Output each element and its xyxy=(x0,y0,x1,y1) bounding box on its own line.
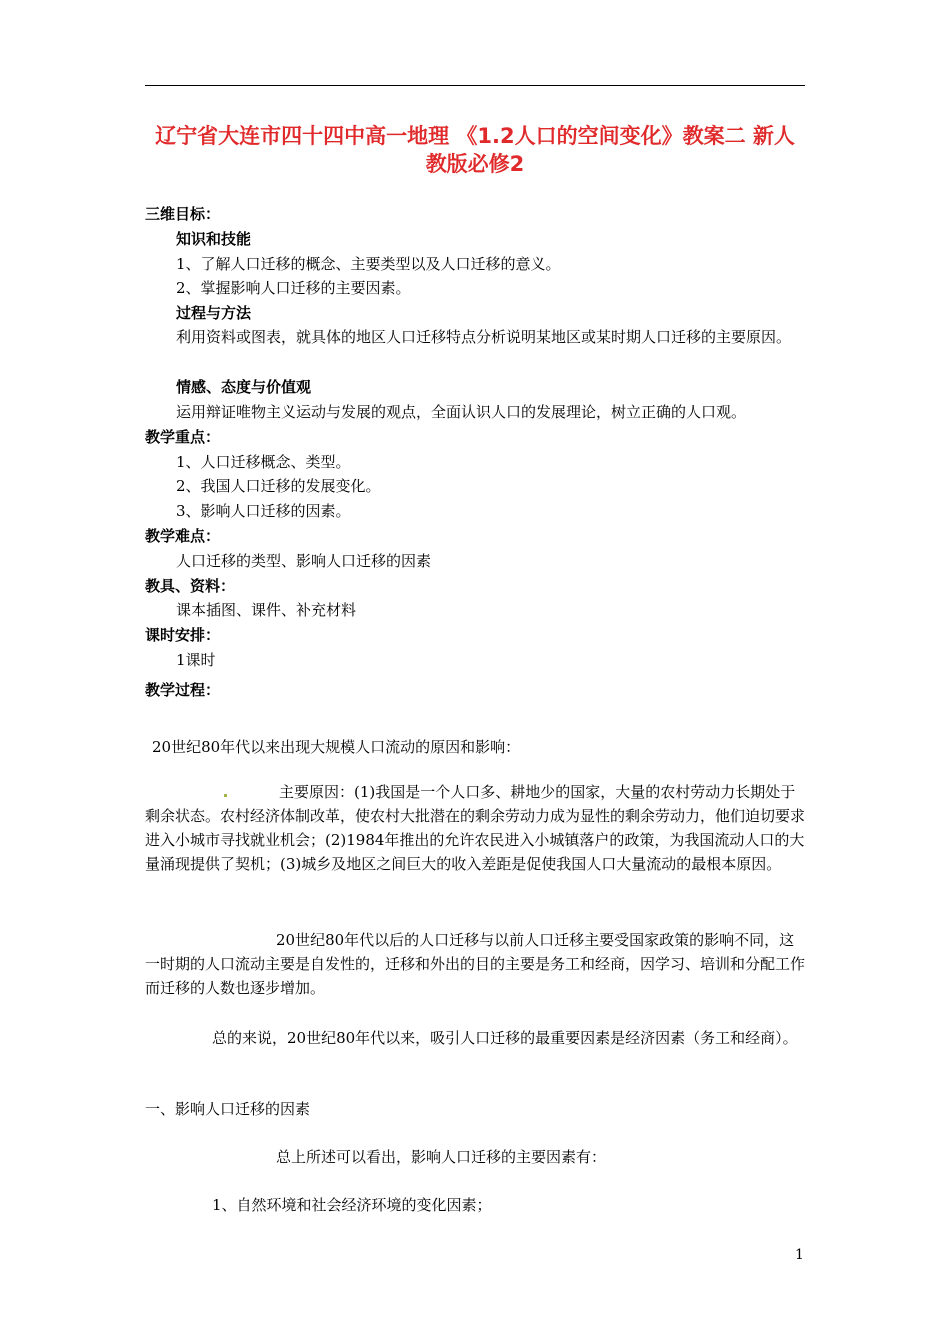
difficulties-text: 人口迁移的类型、影响人口迁移的因素 xyxy=(176,552,432,570)
knowledge-item-1: 1、了解人口迁移的概念、主要类型以及人口迁移的意义。 xyxy=(176,255,561,273)
section-1-heading: 一、影响人口迁移的因素 xyxy=(145,1100,311,1118)
reasons-paragraph: 主要原因：(1)我国是一个人口多、耕地少的国家，大量的农村劳动力长期处于剩余状态。农村经济体制改革，使农村大批潜在的剩余劳动力成为显性的剩余劳动力，他们迫切要求进入小城市寻找就业机会；(2)1984年推出的允许农民进入小城镇落户的政策，为我国流动人口的大量涌现提供了契机；(3)城乡及地区之间巨大的收入差距是促使我国人口大量流动的最根本原因。 xyxy=(145,783,806,873)
summary-paragraph: 总的来说，20世纪80年代以来，吸引人口迁移的最重要因素是经济因素（务工和经商）。 xyxy=(212,1029,798,1047)
process-section-heading: 教学过程： xyxy=(145,681,221,699)
attitude-heading: 情感、态度与价值观 xyxy=(176,378,312,396)
schedule-heading: 课时安排： xyxy=(145,626,221,644)
key-points-heading: 教学重点： xyxy=(145,428,221,446)
key-point-3: 3、影响人口迁移的因素。 xyxy=(176,502,351,520)
objectives-heading: 三维目标： xyxy=(145,205,221,223)
difficulties-heading: 教学难点： xyxy=(145,527,221,545)
process-heading: 过程与方法 xyxy=(176,304,252,322)
page-number: 1 xyxy=(795,1247,804,1263)
document-title: 辽宁省大连市四十四中高一地理 《1.2人口的空间变化》教案二 新人教版必修2 xyxy=(155,124,795,176)
knowledge-heading: 知识和技能 xyxy=(176,230,252,248)
knowledge-item-2: 2、掌握影响人口迁移的主要因素。 xyxy=(176,279,411,297)
materials-text: 课本插图、课件、补充材料 xyxy=(176,601,357,619)
factor-1: 1、自然环境和社会经济环境的变化因素； xyxy=(212,1196,492,1214)
header-rule xyxy=(145,85,805,86)
process-text: 利用资料或图表，就具体的地区人口迁移特点分析说明某地区或某时期人口迁移的主要原因。 xyxy=(176,328,792,346)
intro-text: 20世纪80年代以来出现大规模人口流动的原因和影响： xyxy=(152,738,521,756)
after-80s-paragraph: 20世纪80年代以后的人口迁移与以前人口迁移主要受国家政策的影响不同，这一时期的人口流动主要是自发性的，迁移和外出的目的主要是务工和经商，因学习、培训和分配工作而迁移的人数也逐步增加。 xyxy=(145,931,806,997)
attitude-text: 运用辩证唯物主义运动与发展的观点，全面认识人口的发展理论，树立正确的人口观。 xyxy=(176,403,747,421)
materials-heading: 教具、资料： xyxy=(145,577,236,595)
key-point-1: 1、人口迁移概念、类型。 xyxy=(176,453,351,471)
key-point-2: 2、我国人口迁移的发展变化。 xyxy=(176,477,381,495)
factors-intro: 总上所述可以看出，影响人口迁移的主要因素有： xyxy=(276,1148,607,1166)
schedule-text: 1课时 xyxy=(176,651,216,669)
